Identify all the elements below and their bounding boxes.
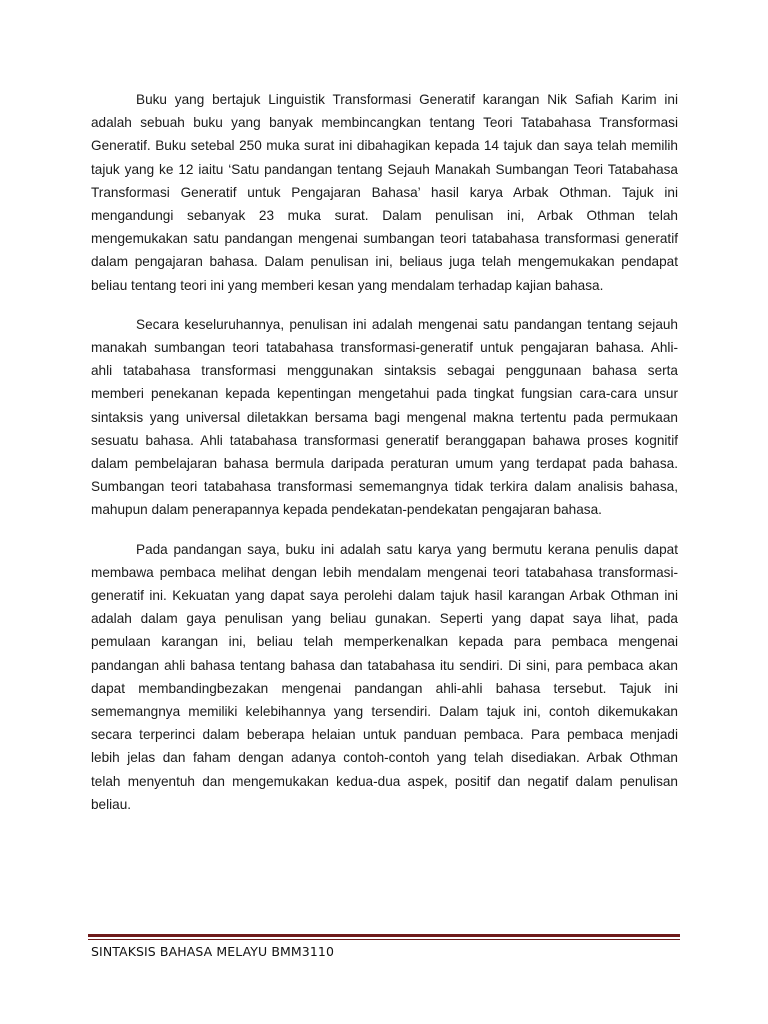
footer-divider — [88, 934, 680, 940]
text-line: Secara keseluruhannya, penulisan ini adalah mengenai satu pandangan tentang sejauh — [136, 316, 678, 332]
document-body — [91, 88, 678, 816]
paragraph-3 — [91, 538, 678, 816]
text-line: lebih jelas dan faham dengan adanya contoh-contoh yang telah disediakan. Arbak Othman — [91, 750, 678, 766]
text-line: mahupun dalam penerapannya kepada pendekatan-pendekatan pengajaran bahasa. — [91, 502, 602, 518]
text-line: sintaksis yang universal diletakkan bersama bagi mengenal makna tertentu pada permukaan — [91, 409, 678, 425]
text-line: membawa pembaca melihat dengan lebih mendalam mengenai teori tatabahasa transformasi- — [91, 564, 678, 580]
footer-rule-thin — [88, 939, 680, 940]
text-line: Sumbangan teori tatabahasa transformasi sememangnya tidak terkira dalam analisis bahasa, — [91, 479, 678, 495]
text-line: dapat membandingbezakan mengenai pandangan ahli-ahli bahasa tersebut. Tajuk ini — [91, 680, 678, 696]
text-line: ahli tatabahasa transformasi menggunakan sintaksis sebagai penggunaan bahasa serta — [91, 363, 678, 379]
text-line: mengandungi sebanyak 23 muka surat. Dalam penulisan ini, Arbak Othman telah — [91, 208, 678, 224]
text-line: Buku yang bertajuk Linguistik Transformasi Generatif karangan Nik Safiah Karim ini — [136, 92, 678, 107]
footer-rule-thick — [88, 934, 680, 937]
text-line: adalah sebuah buku yang banyak membincangkan tentang Teori Tatabahasa Transformasi — [91, 115, 678, 131]
text-line: Generatif. Buku setebal 250 muka surat ini dibahagikan kepada 14 tajuk dan saya telah memilih — [91, 138, 678, 154]
paragraph-2 — [91, 313, 678, 522]
footer-label: SINTAKSIS BAHASA MELAYU BMM3110 — [91, 944, 335, 959]
paragraph-1 — [91, 88, 678, 297]
text-line: generatif ini. Kekuatan yang dapat saya perolehi dalam tajuk hasil karangan Arbak Othman ini — [91, 588, 678, 604]
text-line: sememangnya memiliki kelebihannya yang tersendiri. Dalam tajuk ini, contoh dikemukakan — [91, 704, 678, 720]
text-line: pandangan ahli bahasa tentang bahasa dan tatabahasa itu sendiri. Di sini, para pembaca akan — [91, 657, 678, 673]
text-line: secara terperinci dalam beberapa helaian untuk panduan pembaca. Para pembaca menjadi — [91, 727, 678, 743]
text-line: telah menyentuh dan mengemukakan kedua-dua aspek, positif dan negatif dalam penulisan — [91, 773, 678, 789]
text-line: memberi penekanan kepada kepentingan mengetahui pada tingkat fungsian cara-cara unsur — [91, 386, 678, 402]
text-line: adalah dalam gaya penulisan yang beliau gunakan. Seperti yang dapat saya lihat, pada — [91, 611, 678, 627]
text-line: manakah sumbangan teori tatabahasa transformasi-generatif untuk pengajaran bahasa. Ahli- — [91, 340, 678, 356]
text-line: mengemukakan satu pandangan mengenai sumbangan teori tatabahasa transformasi generatif — [91, 231, 678, 247]
text-line: beliau. — [91, 796, 132, 812]
text-line: tajuk yang ke 12 iaitu ‘Satu pandangan tentang Sejauh Manakah Sumbangan Teori Tatabahasa — [91, 161, 678, 177]
text-line: sesuatu bahasa. Ahli tatabahasa transformasi generatif beranggapan bahawa proses kognitif — [91, 432, 678, 448]
text-line: Pada pandangan saya, buku ini adalah satu karya yang bermutu kerana penulis dapat — [136, 541, 678, 557]
text-line: dalam pengajaran bahasa. Dalam penulisan ini, beliaus juga telah mengemukakan pendapat — [91, 254, 678, 270]
text-line: beliau tentang teori ini yang memberi kesan yang mendalam terhadap kajian bahasa. — [91, 277, 604, 293]
text-line: Transformasi Generatif untuk Pengajaran Bahasa’ hasil karya Arbak Othman. Tajuk ini — [91, 184, 678, 200]
text-line: pemulaan karangan ini, beliau telah memperkenalkan kepada para pembaca mengenai — [91, 634, 678, 650]
text-line: dalam pembelajaran bahasa bermula daripada peraturan umum yang terdapat pada bahasa. — [91, 456, 678, 472]
